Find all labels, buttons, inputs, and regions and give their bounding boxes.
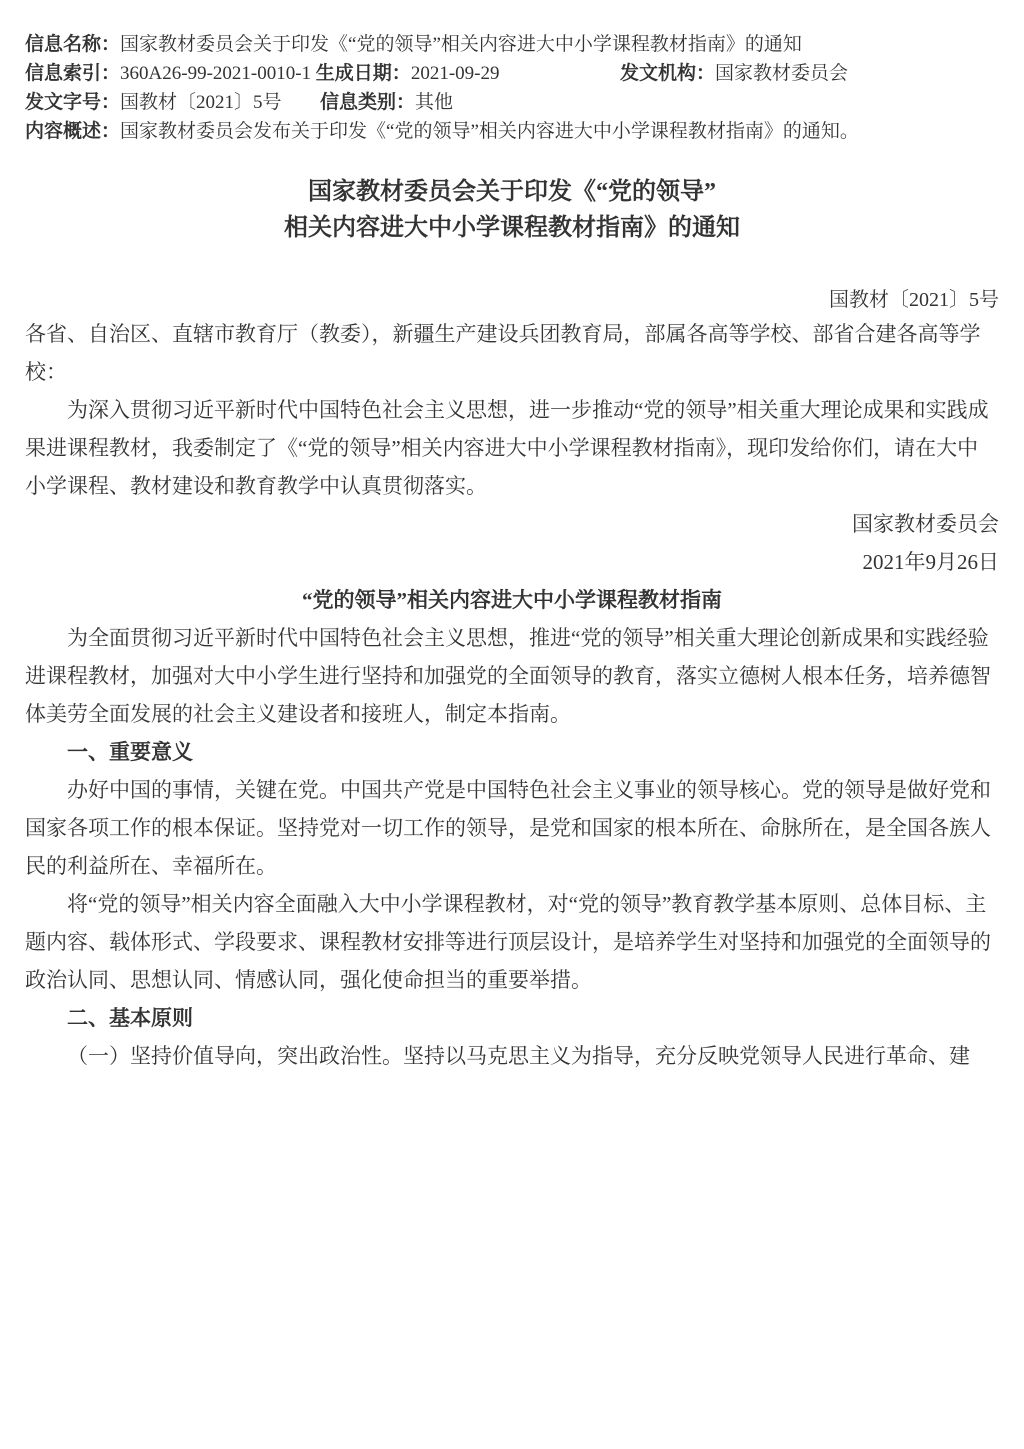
meta-label: 生成日期： bbox=[315, 63, 411, 84]
document-metadata bbox=[25, 30, 999, 146]
meta-value: 2021-09-29 bbox=[410, 63, 500, 84]
meta-row-summary bbox=[25, 117, 999, 146]
notice-salutation: 各省、自治区、直辖市教育厅（教委），新疆生产建设兵团教育局，部属各高等学校、部省合建各高等学校： bbox=[25, 322, 981, 384]
meta-row-info-name bbox=[25, 30, 999, 59]
guide-section2-paragraph1: （一）坚持价值导向，突出政治性。坚持以马克思主义为指导，充分反映党领导人民进行革命、建 bbox=[67, 1044, 970, 1068]
notice-doc-number: 国教材〔2021〕5号 bbox=[829, 289, 999, 311]
meta-value: 其他 bbox=[415, 92, 454, 113]
guide-title: “党的领导”相关内容进大中小学课程教材指南 bbox=[302, 588, 722, 612]
meta-row-index-date-agency bbox=[25, 59, 999, 88]
guide-intro-paragraph: 为全面贯彻习近平新时代中国特色社会主义思想，推进“党的领导”相关重大理论创新成果和实践经验进课程教材，加强对大中小学生进行坚持和加强党的全面领导的教育，落实立德树人根本任务，培养德智体美劳全面发展的社会主义建设者和接班人，制定本指南。 bbox=[25, 626, 991, 726]
meta-field-info-category bbox=[320, 88, 453, 117]
notice-paragraph: 为深入贯彻习近平新时代中国特色社会主义思想，进一步推动“党的领导”相关重大理论成果和实践成果进课程教材，我委制定了《“党的领导”相关内容进大中小学课程教材指南》，现印发给你们，请在大中小学课程、教材建设和教育教学中认真贯彻落实。 bbox=[25, 398, 989, 498]
notice-body bbox=[25, 315, 999, 1075]
guide-section1-heading: 一、重要意义 bbox=[67, 740, 193, 764]
guide-section1-paragraph1: 办好中国的事情，关键在党。中国共产党是中国特色社会主义事业的领导核心。党的领导是做好党和国家各项工作的根本保证。坚持党对一切工作的领导，是党和国家的根本所在、命脉所在，是全国各族人民的利益所在、幸福所在。 bbox=[25, 778, 991, 878]
guide-section1-paragraph2: 将“党的领导”相关内容全面融入大中小学课程教材，对“党的领导”教育教学基本原则、总体目标、主题内容、载体形式、学段要求、课程教材安排等进行顶层设计，是培养学生对坚持和加强党的全面领导的政治认同、思想认同、情感认同，强化使命担当的重要举措。 bbox=[25, 892, 991, 992]
meta-field-info-name bbox=[25, 34, 802, 55]
notice-title bbox=[25, 174, 999, 246]
meta-label: 发文字号： bbox=[25, 92, 121, 113]
notice-title-line1: 国家教材委员会关于印发《“党的领导” bbox=[308, 179, 716, 205]
meta-value: 国家教材委员会关于印发《“党的领导”相关内容进大中小学课程教材指南》的通知 bbox=[120, 34, 802, 55]
meta-label: 信息索引： bbox=[25, 63, 121, 84]
notice-date: 2021年9月26日 bbox=[862, 550, 999, 574]
meta-field-info-index bbox=[25, 63, 316, 84]
meta-value: 国家教材委员会发布关于印发《“党的领导”相关内容进大中小学课程教材指南》的通知。 bbox=[120, 121, 859, 142]
meta-value: 360A26-99-2021-0010-1 bbox=[120, 63, 312, 84]
meta-value: 国家教材委员会 bbox=[715, 63, 849, 84]
meta-row-docnum-category bbox=[25, 88, 999, 117]
meta-label: 发文机构： bbox=[620, 63, 716, 84]
notice-title-line2: 相关内容进大中小学课程教材指南》的通知 bbox=[284, 215, 740, 241]
meta-field-issuing-agency bbox=[620, 59, 848, 88]
meta-field-content-summary bbox=[25, 121, 859, 142]
meta-label: 信息类别： bbox=[320, 92, 416, 113]
meta-field-doc-number bbox=[25, 92, 282, 113]
notice-signer: 国家教材委员会 bbox=[852, 512, 999, 536]
guide-section2-heading: 二、基本原则 bbox=[67, 1006, 193, 1030]
meta-field-generated-date bbox=[316, 63, 500, 84]
meta-label: 信息名称： bbox=[25, 34, 121, 55]
meta-label: 内容概述： bbox=[25, 121, 121, 142]
meta-value: 国教材〔2021〕5号 bbox=[120, 92, 282, 113]
